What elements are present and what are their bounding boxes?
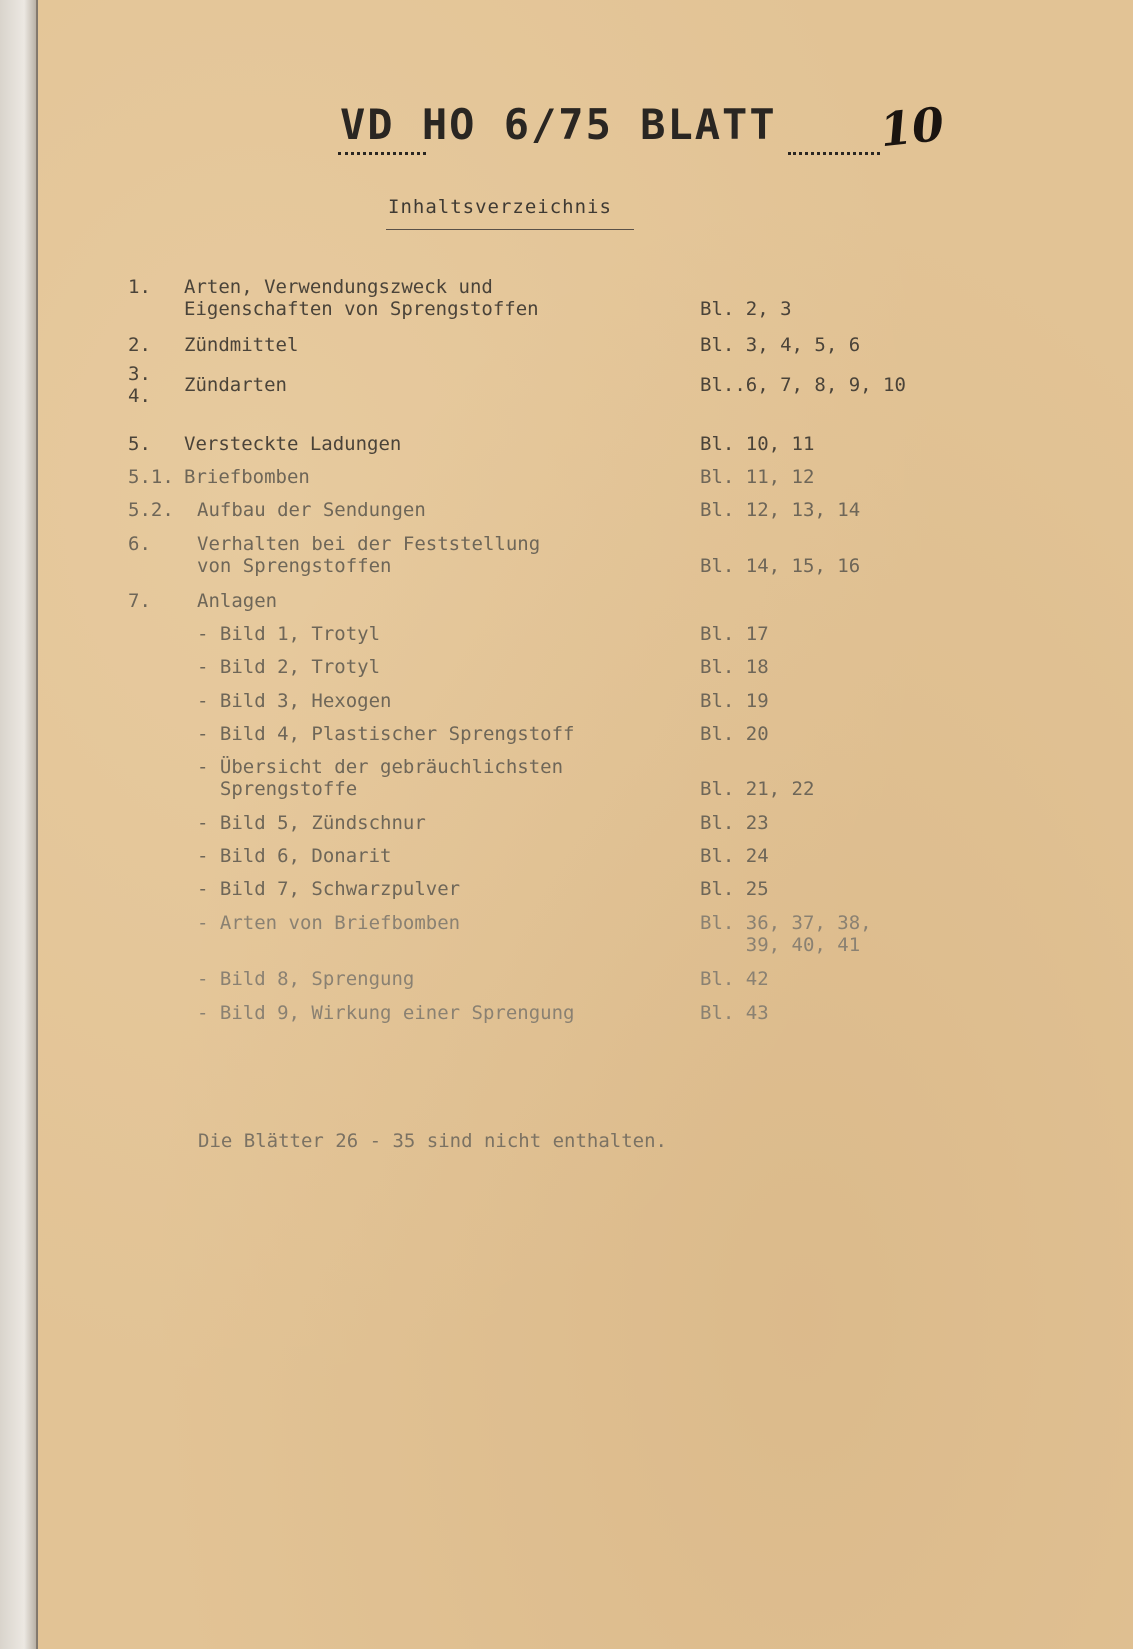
entry-pages: Bl. 3, 4, 5, 6	[700, 334, 861, 356]
entry-title: - Bild 6, Donarit	[197, 845, 392, 867]
entry-pages: Bl. 24	[700, 845, 769, 867]
entry-pages: Bl. 19	[700, 690, 769, 712]
entry-title: - Bild 7, Schwarzpulver	[197, 878, 461, 900]
stamp-underline	[788, 152, 880, 155]
entry-title: Sprengstoffe	[197, 778, 358, 800]
footer-note: Die Blätter 26 - 35 sind nicht enthalten.	[198, 1130, 667, 1152]
entry-number: 5.1.	[128, 466, 174, 488]
entry-pages: Bl. 42	[700, 968, 769, 990]
entry-number: 6.	[128, 533, 151, 555]
document-heading: Inhaltsverzeichnis	[388, 196, 612, 218]
entry-pages: Bl. 11, 12	[700, 466, 815, 488]
entry-title: - Übersicht der gebräuchlichsten	[197, 756, 564, 778]
entry-pages: Bl. 12, 13, 14	[700, 499, 861, 521]
entry-title: - Arten von Briefbomben	[197, 912, 461, 934]
entry-title: von Sprengstoffen	[197, 555, 392, 577]
entry-title: - Bild 5, Zündschnur	[197, 812, 426, 834]
stamp-underline	[338, 152, 426, 155]
entry-pages: Bl. 10, 11	[700, 433, 815, 455]
entry-title: Zündarten	[184, 374, 287, 396]
entry-number: 7.	[128, 590, 151, 612]
entry-pages: Bl. 36, 37, 38,	[700, 912, 872, 934]
entry-title: Verhalten bei der Feststellung	[197, 533, 541, 555]
entry-pages: Bl. 43	[700, 1002, 769, 1024]
entry-title: Zündmittel	[184, 334, 299, 356]
entry-number: 5.	[128, 433, 151, 455]
entry-title: Versteckte Ladungen	[184, 433, 402, 455]
stamp-blatt-label: BLATT	[640, 100, 777, 149]
entry-pages: Bl. 17	[700, 623, 769, 645]
entry-title: - Bild 9, Wirkung einer Sprengung	[197, 1002, 575, 1024]
entry-pages: Bl. 20	[700, 723, 769, 745]
entry-title: Briefbomben	[184, 466, 310, 488]
entry-pages: Bl. 2, 3	[700, 298, 792, 320]
classification-stamp	[340, 100, 777, 149]
entry-pages: Bl. 21, 22	[700, 778, 815, 800]
entry-pages: Bl. 14, 15, 16	[700, 555, 861, 577]
heading-underline	[386, 229, 634, 230]
entry-title: - Bild 2, Trotyl	[197, 656, 381, 678]
entry-title: Arten, Verwendungszweck und	[184, 276, 493, 298]
entry-number: 2.	[128, 334, 151, 356]
entry-number: 4.	[128, 385, 151, 407]
entry-title: - Bild 3, Hexogen	[197, 690, 392, 712]
entry-title: - Bild 4, Plastischer Sprengstoff	[197, 723, 575, 745]
entry-title: Anlagen	[197, 590, 278, 612]
entry-title: Eigenschaften von Sprengstoffen	[184, 298, 539, 320]
entry-title: - Bild 1, Trotyl	[197, 623, 381, 645]
entry-pages: Bl. 18	[700, 656, 769, 678]
entry-number: 5.2.	[128, 499, 174, 521]
entry-pages: 39, 40, 41	[700, 934, 861, 956]
entry-title: Aufbau der Sendungen	[197, 499, 426, 521]
entry-number: 1.	[128, 276, 151, 298]
handwritten-page-number: 10	[877, 96, 947, 158]
entry-pages: Bl..6, 7, 8, 9, 10	[700, 374, 906, 396]
stamp-code: VD HO 6/75	[340, 100, 613, 149]
entry-pages: Bl. 25	[700, 878, 769, 900]
entry-pages: Bl. 23	[700, 812, 769, 834]
entry-number: 3.	[128, 363, 151, 385]
entry-title: - Bild 8, Sprengung	[197, 968, 415, 990]
